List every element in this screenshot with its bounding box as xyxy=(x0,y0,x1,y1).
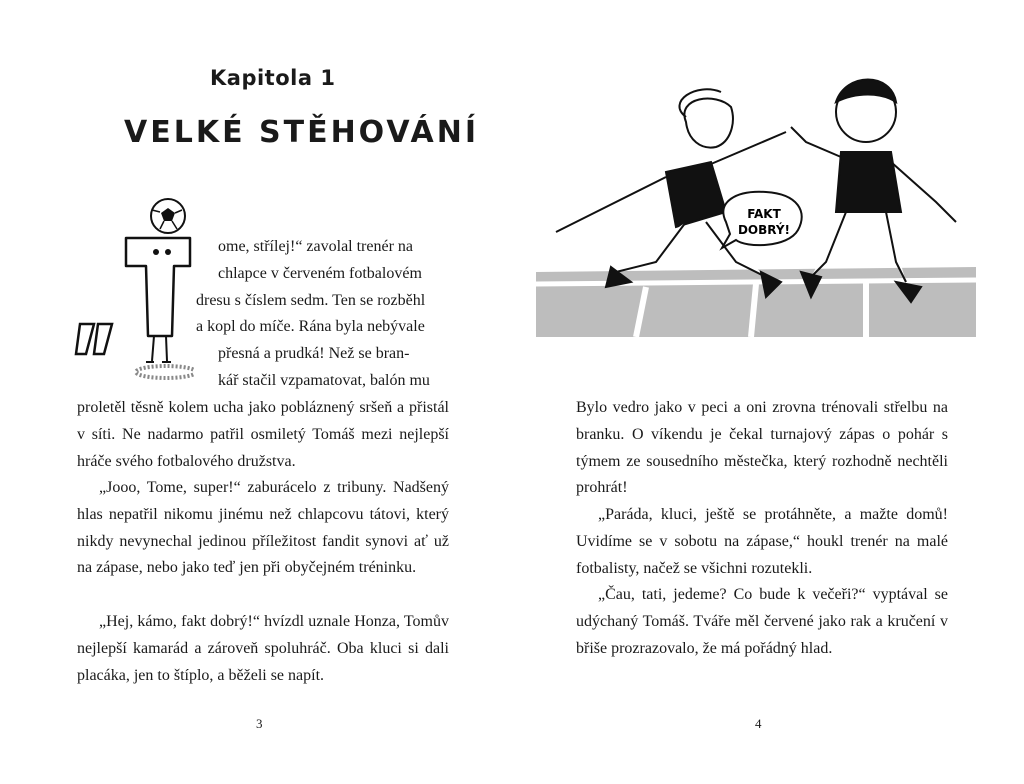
paragraph-2: „Jooo, Tome, super!“ zaburácelo z tribuny. Nadšený hlas nepatřil nikomu jinému než chlapcovu tátovi, který nikdy nevynechal jedinou příležitost fandit synovi ať už na zápase, nebo jako teď jen při obyčejném tréninku. xyxy=(77,479,449,577)
high-five-illustration xyxy=(536,62,976,342)
bubble-line-1: FAKT xyxy=(747,207,781,221)
paragraph-1-wrapped xyxy=(196,234,448,395)
paragraph-2: „Paráda, kluci, ještě se protáhněte, a mažte domů! Uvidíme se v sobotu na zápase,“ houkl trenér na malé fotbalisty, načež se všichni rozutekli. xyxy=(576,506,948,577)
text-line: a kopl do míče. Rána byla nebývale xyxy=(196,318,425,336)
chapter-title: VELKÉ STĚHOVÁNÍ xyxy=(124,115,480,150)
text-line: přesná a prudká! Než se bran- xyxy=(218,345,410,363)
paragraph-3: „Hej, kámo, fakt dobrý!“ hvízdl uznale Honza, Tomův nejlepší kamarád a zároveň spoluhráč. Oba kluci si dali placáka, jen to štíplo, a běželi se napít. xyxy=(77,613,449,684)
speech-bubble xyxy=(722,192,802,248)
paragraph-1-rest: proletěl těsně kolem ucha jako pobláznený sršeň a přistál v síti. Ne nadarmo patřil osmiletý Tomáš mezi nejlepší hráče svého fotbalového družstva. xyxy=(77,399,449,470)
paragraph-3: „Čau, tati, jedeme? Co bude k večeři?“ vyptával se udýchaný Tomáš. Tváře měl červené jako rak a kručení v břiše prozrazovalo, že má pořádný hlad. xyxy=(576,586,948,657)
paragraph-1: Bylo vedro jako v peci a oni zrovna trénovali střelbu na branku. O víkendu je čekal turnajový zápas o pohár s týmem ze sousedního městečka, který rozhodně nechtěli prohrát! xyxy=(576,399,948,497)
text-line: kář stačil vzpamatovat, balón mu xyxy=(218,371,430,389)
text-line: ome, střílej!“ zavolal trenér na xyxy=(218,238,414,255)
dropcap-illustration xyxy=(74,196,194,391)
text-line: chlapce v červeném fotbalovém xyxy=(218,264,422,282)
football-icon xyxy=(151,199,185,233)
chapter-label: Kapitola 1 xyxy=(210,66,336,90)
page-number: 3 xyxy=(256,716,263,731)
right-page xyxy=(512,0,1024,784)
bubble-line-2: DOBRÝ! xyxy=(737,223,791,237)
text-line: dresu s číslem sedm. Ten se rozběhl xyxy=(196,291,426,309)
dropcap-letter: T xyxy=(157,314,159,315)
page-number: 4 xyxy=(755,716,762,731)
